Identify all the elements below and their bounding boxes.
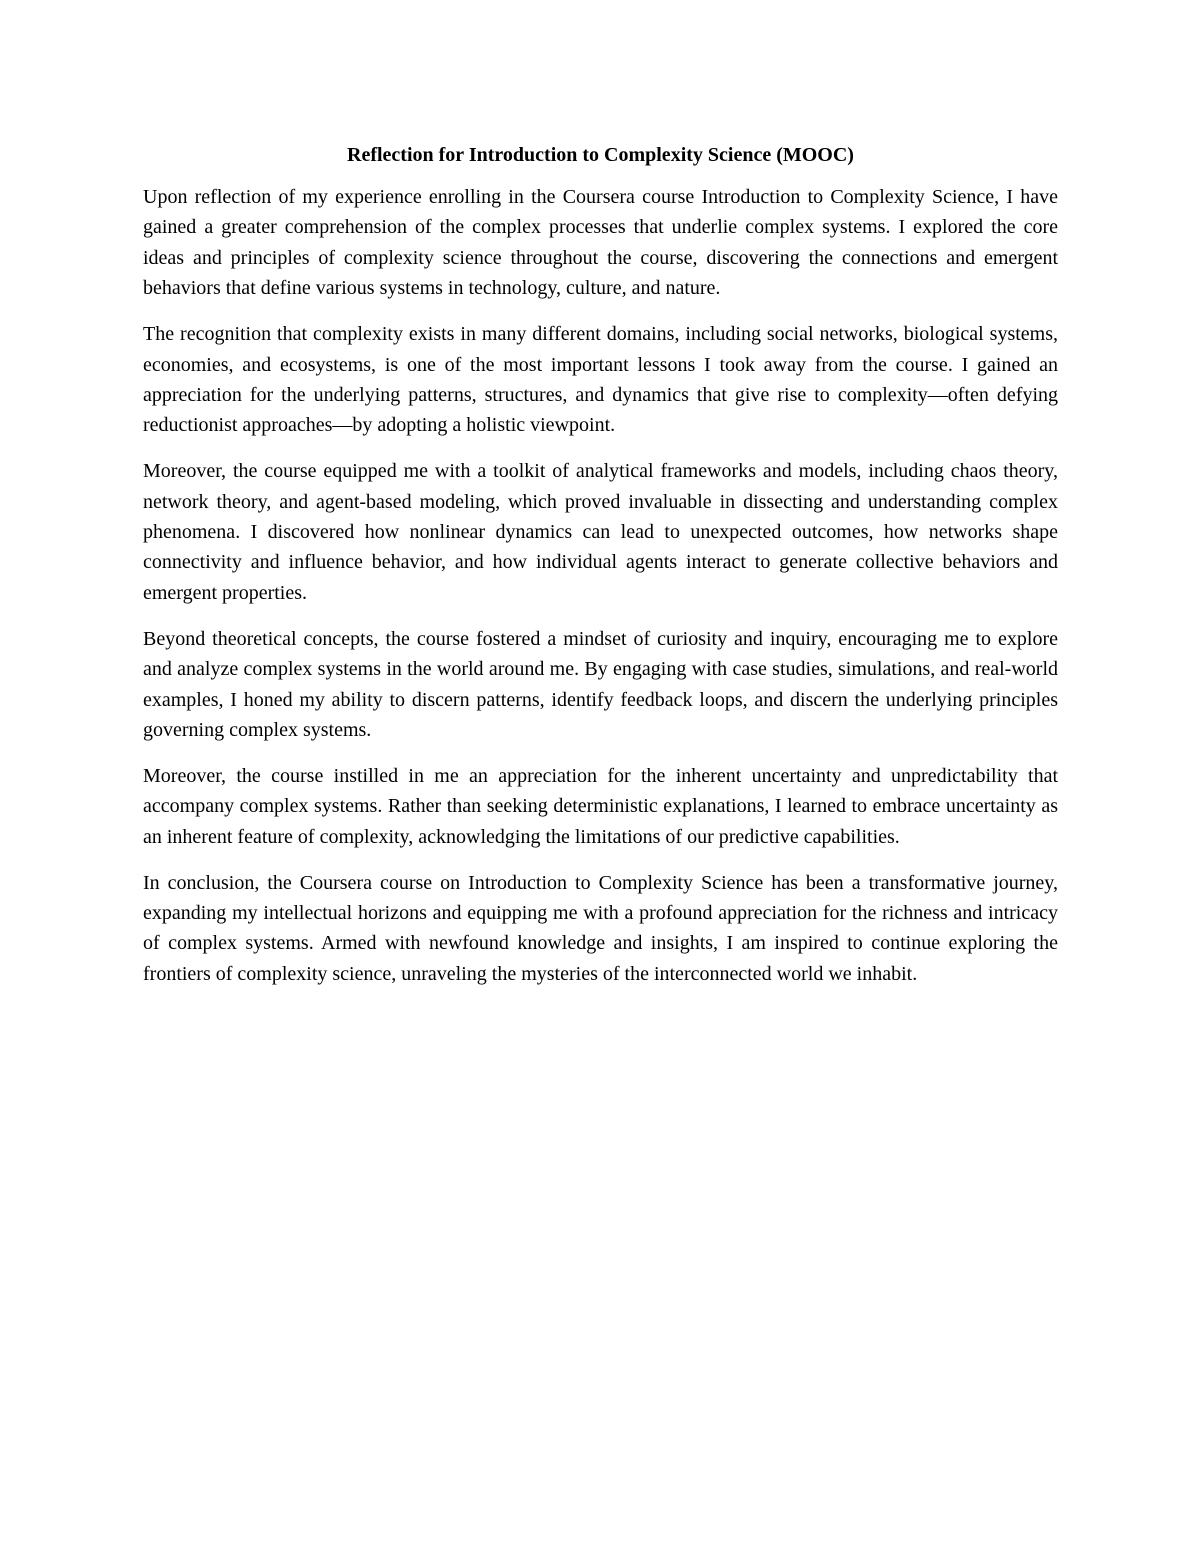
document-body bbox=[143, 140, 1058, 1005]
document-title: Reflection for Introduction to Complexity Science (MOOC) bbox=[347, 144, 854, 166]
paragraph-uncertainty: Moreover, the course instilled in me an appreciation for the inherent uncertainty and unpredictability that accompany complex systems. Rather than seeking deterministic explanations, I learned to embrace uncertainty as an inherent feature of complexity, acknowledging the limitations of our predictive capabilities. bbox=[143, 764, 1058, 848]
paragraph-domains: The recognition that complexity exists in many different domains, including social networks, biological systems, economies, and ecosystems, is one of the most important lessons I took away from the course. I gained an appreciation for the underlying patterns, structures, and dynamics that give rise to complexity—often defying reductionist approaches—by adopting a holistic viewpoint. bbox=[143, 323, 1058, 437]
paragraph-curiosity: Beyond theoretical concepts, the course fostered a mindset of curiosity and inquiry, encouraging me to explore and analyze complex systems in the world around me. By engaging with case studies, simulations, and real-world examples, I honed my ability to discern patterns, identify feedback loops, and discern the underlying principles governing complex systems. bbox=[143, 627, 1058, 741]
paragraph-intro: Upon reflection of my experience enrolling in the Coursera course Introduction to Complexity Science, I have gained a greater comprehension of the complex processes that underlie complex systems. I explored the core ideas and principles of complexity science throughout the course, discovering the connections and emergent behaviors that define various systems in technology, culture, and nature. bbox=[143, 186, 1058, 300]
paragraph-toolkit: Moreover, the course equipped me with a toolkit of analytical frameworks and models, including chaos theory, network theory, and agent-based modeling, which proved invaluable in dissecting and understanding complex phenomena. I discovered how nonlinear dynamics can lead to unexpected outcomes, how networks shape connectivity and influence behavior, and how individual agents interact to generate collective behaviors and emergent properties. bbox=[143, 460, 1058, 604]
paragraph-conclusion: In conclusion, the Coursera course on Introduction to Complexity Science has been a transformative journey, expanding my intellectual horizons and equipping me with a profound appreciation for the richness and intricacy of complex systems. Armed with newfound knowledge and insights, I am inspired to continue exploring the frontiers of complexity science, unraveling the mysteries of the interconnected world we inhabit. bbox=[143, 871, 1058, 985]
